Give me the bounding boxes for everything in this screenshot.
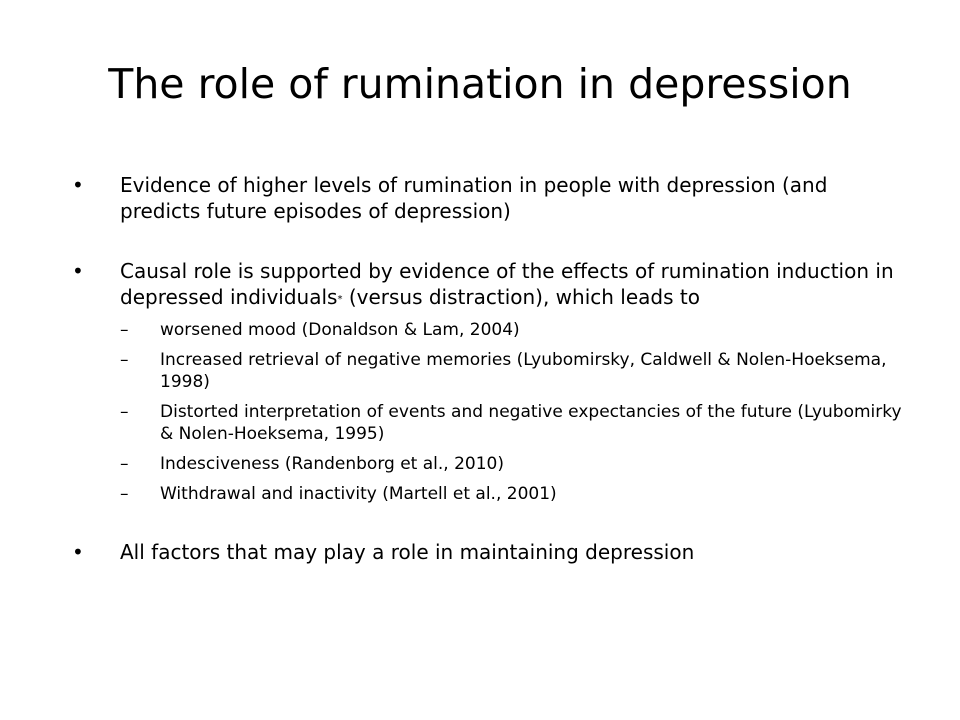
sub-item-text: Indesciveness (Randenborg et al., 2010): [160, 454, 504, 474]
sub-item-indecisiveness: [120, 453, 902, 475]
bullet-maintaining-factors: [72, 539, 902, 565]
slide-title: The role of rumination in depression: [108, 60, 852, 108]
sub-item-text: Distorted interpretation of events and negative expectancies of the future (Lyubomirky & Nolen-Hoeksema, 1995): [160, 402, 902, 444]
dash-icon: –: [120, 402, 129, 422]
bullet-causal-role: [72, 258, 902, 505]
dash-icon: –: [120, 320, 129, 340]
bullet-text: Evidence of higher levels of rumination in people with depression (and predicts future episodes of depression): [120, 173, 828, 223]
bullet-text-after: (versus distraction), which leads to: [342, 285, 700, 309]
sub-item-interpretation: [120, 401, 902, 445]
bullet-evidence: [72, 172, 902, 224]
sub-item-mood: [120, 319, 902, 341]
sub-item-text: Increased retrieval of negative memories (Lyubomirsky, Caldwell & Nolen-Hoeksema, 1998): [160, 350, 887, 392]
dash-icon: –: [120, 484, 129, 504]
slide-content: [72, 172, 902, 599]
bullet-dot-icon: •: [72, 540, 84, 564]
bullet-dot-icon: •: [72, 259, 84, 283]
bullet-text: All factors that may play a role in maintaining depression: [120, 540, 695, 564]
dash-icon: –: [120, 454, 129, 474]
bullet-dot-icon: •: [72, 173, 84, 197]
asterisk-marker: *: [337, 294, 343, 305]
bullet-text-before: Causal role is supported by evidence of the effects of rumination induction in depressed individuals: [120, 259, 894, 309]
sub-item-memories: [120, 349, 902, 393]
sub-list: [120, 319, 902, 505]
sub-item-text: Withdrawal and inactivity (Martell et al., 2001): [160, 484, 557, 504]
sub-item-withdrawal: [120, 483, 902, 505]
sub-item-text: worsened mood (Donaldson & Lam, 2004): [160, 320, 520, 340]
dash-icon: –: [120, 350, 129, 370]
